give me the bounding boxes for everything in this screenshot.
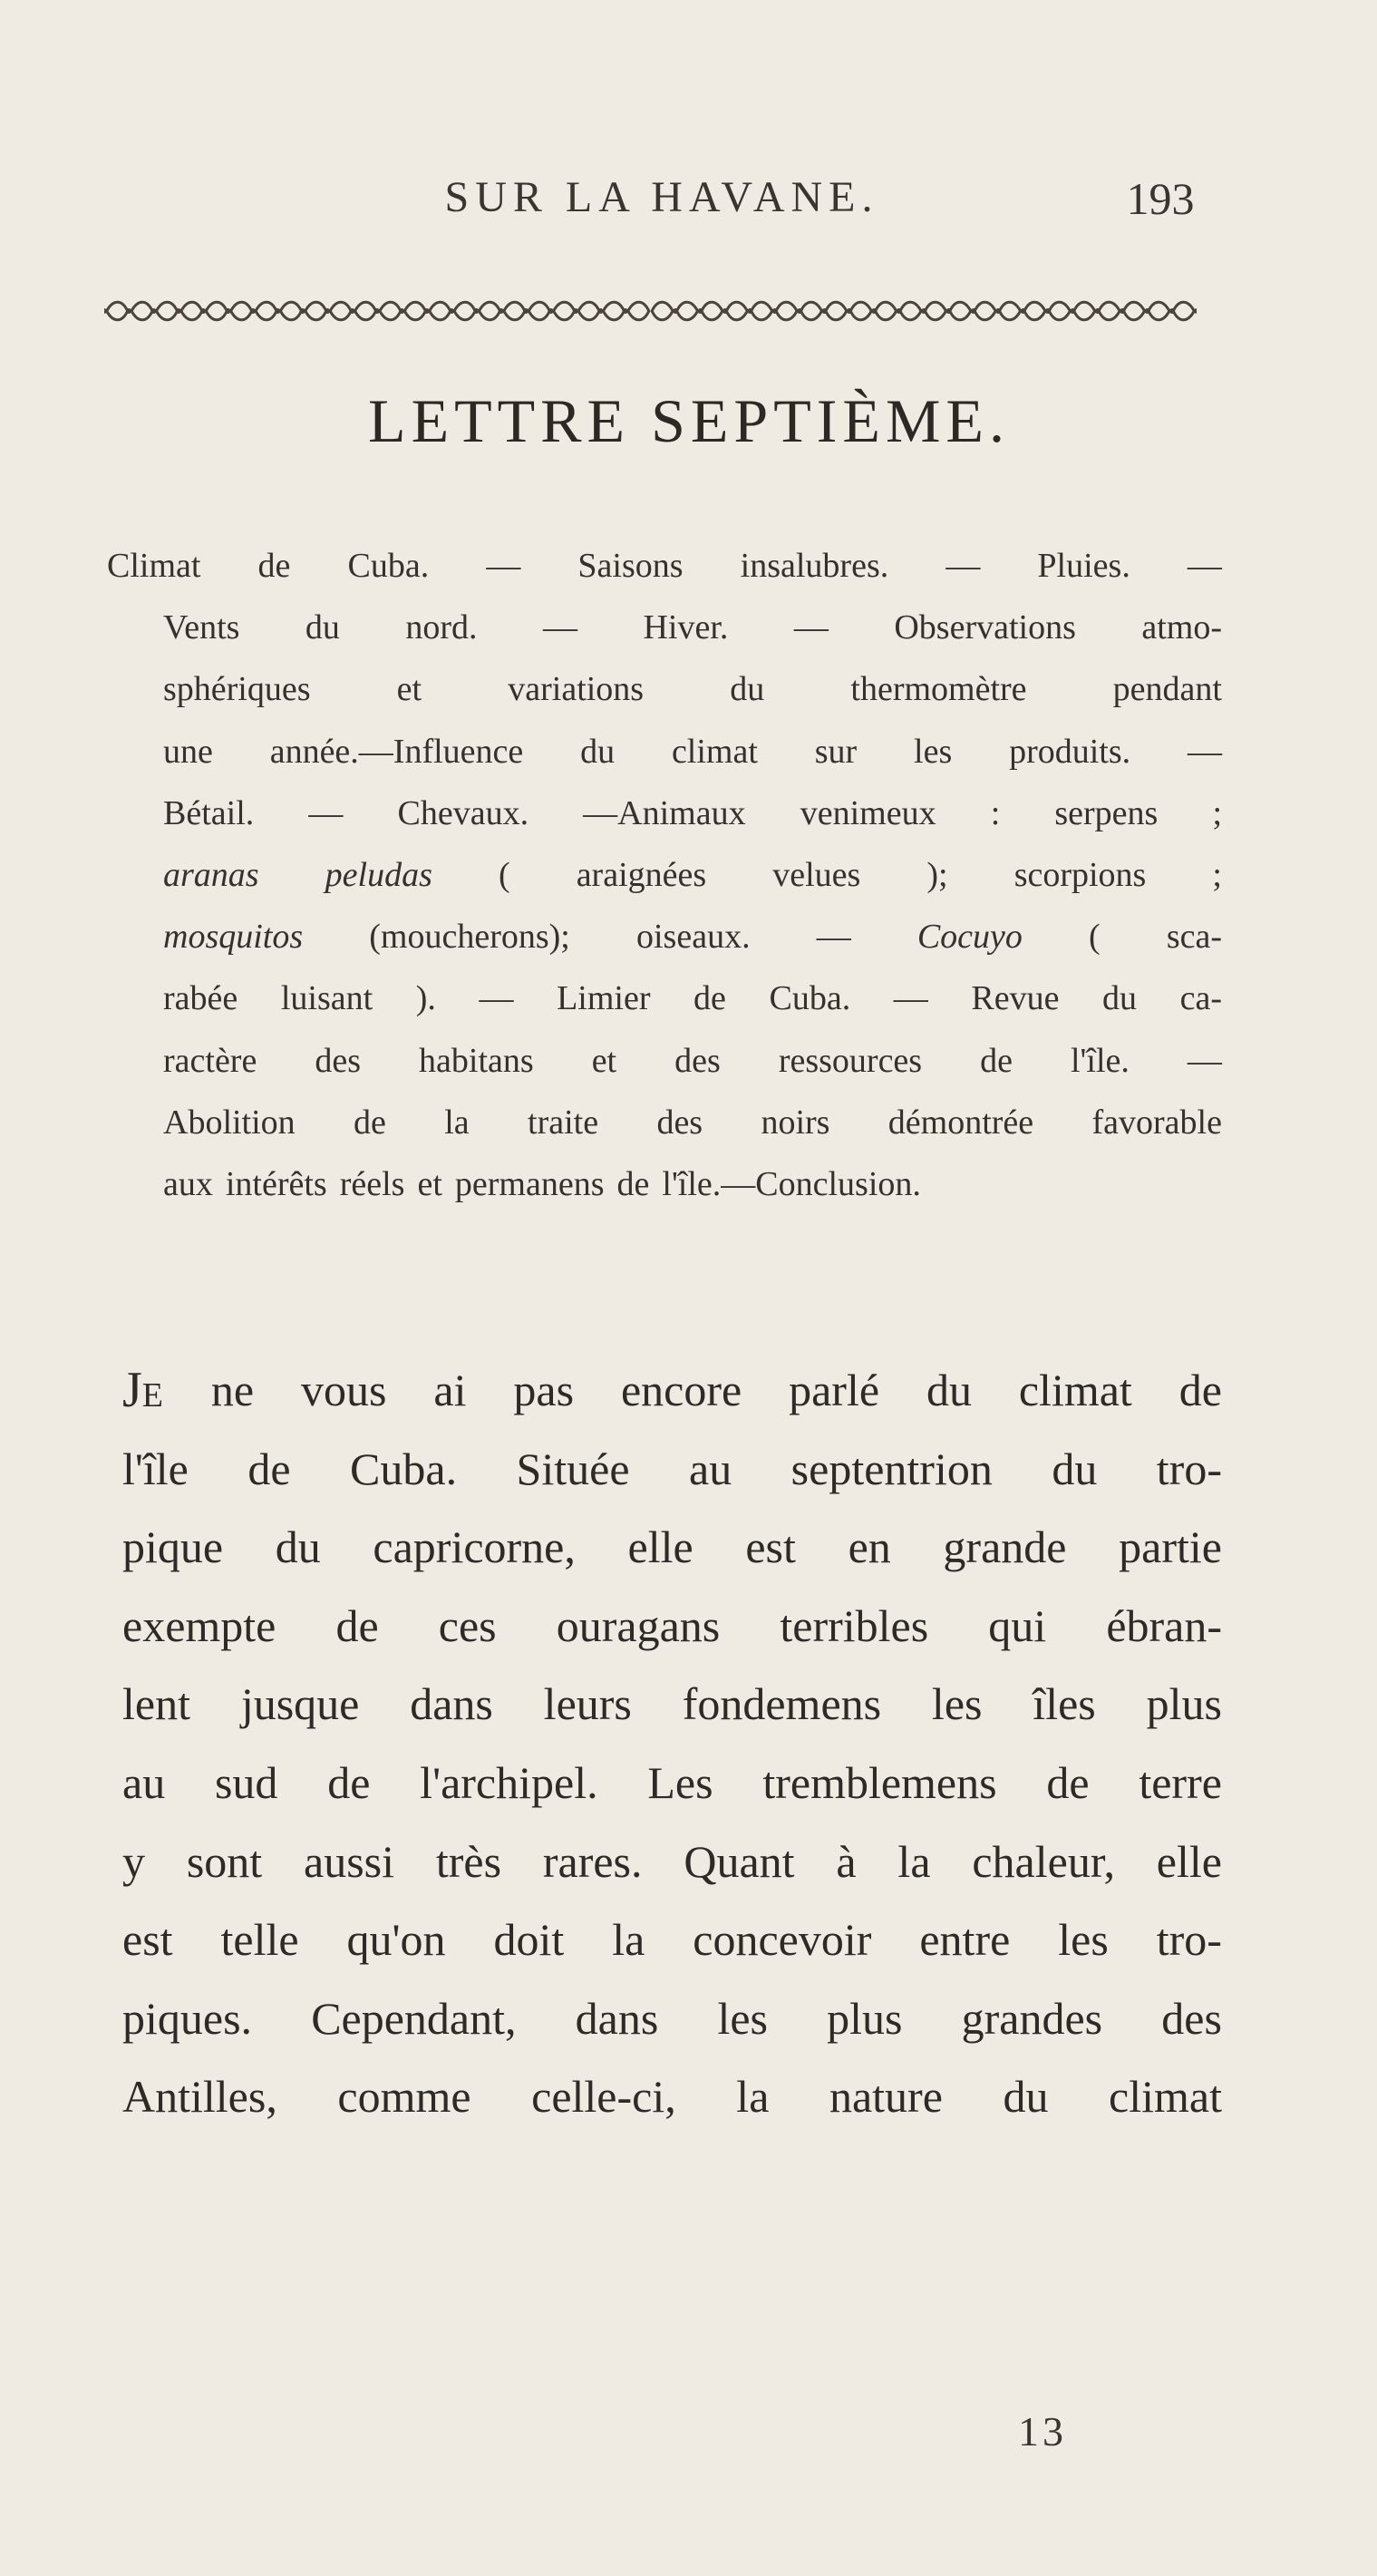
chain-link xyxy=(578,302,599,320)
body-word: lent xyxy=(122,1678,190,1730)
body-line xyxy=(122,1823,1222,1901)
summary-word: ca- xyxy=(1179,979,1222,1018)
summary-word: du xyxy=(580,732,616,771)
chain-link xyxy=(1000,302,1021,320)
summary-word: des xyxy=(674,1041,721,1080)
body-word: grandes xyxy=(961,1992,1103,2044)
body-word: au xyxy=(122,1756,166,1808)
summary-word: — xyxy=(816,918,851,957)
body-word: Située xyxy=(516,1443,630,1494)
chain-link xyxy=(826,302,847,320)
body-word: au xyxy=(689,1443,732,1494)
summary-line xyxy=(163,658,1222,720)
body-line xyxy=(122,1900,1222,1979)
chain-dot xyxy=(449,308,454,314)
summary-word: — xyxy=(479,979,514,1018)
chain-link xyxy=(726,302,747,320)
summary-word: Limier xyxy=(557,979,651,1018)
body-word: nature xyxy=(829,2071,943,2123)
running-title: SUR LA HAVANE. xyxy=(444,173,879,221)
body-word: vous xyxy=(301,1365,387,1415)
body-word: Quant xyxy=(684,1835,795,1887)
chain-dot xyxy=(250,308,256,314)
summary-word: de xyxy=(693,979,726,1018)
summary-word: velues xyxy=(772,855,861,894)
summary-word: et xyxy=(417,1164,442,1203)
chain-link xyxy=(528,302,549,320)
body-word: entre xyxy=(919,1914,1011,1966)
body-word: de xyxy=(1178,1365,1222,1415)
chain-link xyxy=(156,302,177,320)
chain-link xyxy=(206,302,227,320)
body-word: plus xyxy=(827,1992,903,2044)
summary-word: du xyxy=(730,670,765,709)
summary-word: nord. xyxy=(405,608,478,647)
summary-word: aux xyxy=(163,1164,213,1203)
chain-link xyxy=(380,302,401,320)
summary-word: Chevaux. xyxy=(397,793,529,832)
summary-word: ); xyxy=(926,855,948,894)
summary-word: Hiver. xyxy=(643,608,729,647)
body-word: grande xyxy=(943,1521,1067,1573)
body-word: ai xyxy=(433,1365,467,1415)
body-word: piques. xyxy=(122,1992,253,2044)
chain-dot xyxy=(399,308,404,314)
body-word: capricorne, xyxy=(373,1521,576,1573)
body-line xyxy=(122,1744,1222,1823)
summary-word: et xyxy=(396,670,422,709)
summary-word: intérêts xyxy=(225,1164,327,1203)
summary-word: du xyxy=(305,608,340,647)
chain-link xyxy=(305,302,326,320)
summary-word: Climat xyxy=(107,547,201,585)
summary-word: et xyxy=(591,1041,617,1080)
summary-word: une xyxy=(163,732,213,771)
summary-word: Revue xyxy=(971,979,1060,1018)
chain-dot xyxy=(374,308,380,314)
chain-link xyxy=(652,302,673,320)
chain-link xyxy=(1024,302,1045,320)
body-word: qui xyxy=(988,1599,1047,1651)
chain-link xyxy=(925,302,945,320)
body-word: des xyxy=(1161,1992,1222,2044)
summary-line xyxy=(163,1030,1222,1092)
body-word: l'archipel. xyxy=(420,1756,598,1808)
body-word: Cuba. xyxy=(350,1443,458,1494)
body-line xyxy=(122,1351,1222,1430)
chain-link xyxy=(131,302,152,320)
summary-word: insalubres. xyxy=(740,547,889,585)
chain-dot xyxy=(200,308,206,314)
chain-dot xyxy=(176,308,181,314)
initial-small-caps: E xyxy=(141,1376,165,1414)
summary-word: du xyxy=(1102,979,1138,1018)
chain-link xyxy=(603,302,624,320)
body-word: plus xyxy=(1146,1678,1222,1730)
body-word: Les xyxy=(647,1756,713,1808)
body-word: y xyxy=(122,1835,145,1887)
body-word: climat xyxy=(1018,1365,1132,1415)
summary-word: — xyxy=(1187,547,1222,585)
body-word: de xyxy=(1046,1756,1090,1808)
chain-dot xyxy=(350,308,355,314)
drop-initial xyxy=(122,1351,164,1430)
summary-word: permanens xyxy=(454,1164,605,1203)
chain-link xyxy=(256,302,276,320)
chain-link xyxy=(1173,302,1194,320)
summary-word: Cocuyo xyxy=(916,918,1023,957)
summary-line xyxy=(163,844,1222,906)
body-word: jusque xyxy=(240,1678,360,1730)
body-word: la xyxy=(612,1914,645,1966)
summary-word: climat xyxy=(671,732,758,771)
chain-link xyxy=(504,302,525,320)
summary-word: Abolition xyxy=(163,1103,296,1142)
body-text xyxy=(122,1351,1222,2136)
chain-link xyxy=(876,302,897,320)
chain-dot xyxy=(150,308,156,314)
summary-line xyxy=(163,1153,1222,1215)
summary-word: thermomètre xyxy=(850,670,1027,709)
chain-dot xyxy=(623,308,628,314)
summary-word: Observations xyxy=(894,608,1076,647)
chain-link xyxy=(479,302,499,320)
chain-link xyxy=(628,302,649,320)
chain-link xyxy=(850,302,871,320)
summary-word: —Animaux xyxy=(583,793,746,832)
body-word: terre xyxy=(1139,1756,1222,1808)
summary-line xyxy=(163,1092,1222,1153)
summary-word: sur xyxy=(814,732,858,771)
body-word: la xyxy=(736,2071,770,2123)
summary-word: ( xyxy=(498,855,510,894)
chain-link xyxy=(752,302,772,320)
summary-word: : xyxy=(990,793,1001,832)
chain-link xyxy=(677,302,698,320)
chain-link xyxy=(702,302,722,320)
summary-word: aranas xyxy=(163,855,259,894)
summary-word: sca- xyxy=(1166,918,1222,957)
body-word: fondemens xyxy=(682,1678,882,1730)
body-word: du xyxy=(926,1365,972,1415)
chain-dot xyxy=(499,308,504,314)
summary-word: les xyxy=(914,732,953,771)
body-word: l'île xyxy=(122,1443,189,1494)
decorative-chain-border-icon xyxy=(104,288,1197,334)
chain-dot xyxy=(597,308,603,314)
body-word: chaleur, xyxy=(972,1835,1115,1887)
summary-word: — xyxy=(945,547,981,585)
chain-dot xyxy=(126,308,131,314)
page-number: 193 xyxy=(1126,173,1195,224)
chain-link xyxy=(1124,302,1145,320)
summary-line xyxy=(163,721,1222,783)
body-word: pas xyxy=(513,1365,575,1415)
body-line xyxy=(122,1665,1222,1744)
chain-link xyxy=(231,302,252,320)
body-line xyxy=(122,2057,1222,2136)
summary-word: ). xyxy=(415,979,436,1018)
summary-word: Cuba. xyxy=(347,547,430,585)
body-word: elle xyxy=(627,1521,693,1573)
summary-word: ressources xyxy=(778,1041,923,1080)
summary-word: habitans xyxy=(419,1041,534,1080)
summary-word: araignées xyxy=(576,855,707,894)
chain-dot xyxy=(325,308,330,314)
body-word: est xyxy=(122,1914,173,1966)
summary-word: ractère xyxy=(163,1041,257,1080)
summary-word: rabée xyxy=(163,979,238,1018)
body-word: îles xyxy=(1033,1678,1096,1730)
summary-word: des xyxy=(656,1103,703,1142)
summary-word: (moucherons); xyxy=(369,918,570,957)
summary-word: démontrée xyxy=(887,1103,1034,1142)
body-word: celle-ci, xyxy=(531,2071,676,2123)
summary-word: — xyxy=(1187,732,1222,771)
body-line xyxy=(122,1979,1222,2058)
chain-link xyxy=(554,302,575,320)
body-line xyxy=(122,1508,1222,1587)
summary-word: — xyxy=(893,979,928,1018)
body-word: tro- xyxy=(1156,1443,1222,1494)
body-word: les xyxy=(931,1678,983,1730)
body-word: ébran- xyxy=(1106,1599,1222,1651)
chain-dot xyxy=(573,308,578,314)
summary-word: luisant xyxy=(280,979,373,1018)
body-word: est xyxy=(745,1521,796,1573)
summary-word: l'île. xyxy=(1071,1041,1130,1080)
body-word: rares. xyxy=(542,1835,643,1887)
chain-link xyxy=(355,302,376,320)
body-word: sud xyxy=(214,1756,278,1808)
summary-word: Bétail. xyxy=(163,793,255,832)
body-word: de xyxy=(335,1599,379,1651)
body-word: en xyxy=(848,1521,891,1573)
body-word: à xyxy=(836,1835,857,1887)
summary-word: mosquitos xyxy=(163,918,304,957)
body-word: encore xyxy=(620,1365,742,1415)
chain-link xyxy=(1099,302,1120,320)
initial-letter: J xyxy=(122,1362,142,1418)
summary-word: noirs xyxy=(761,1103,830,1142)
summary-word: pendant xyxy=(1112,670,1222,709)
body-word: très xyxy=(435,1835,502,1887)
body-word: telle xyxy=(220,1914,299,1966)
body-word: Antilles, xyxy=(122,2071,277,2123)
body-word: parlé xyxy=(789,1365,880,1415)
chain-dot xyxy=(424,308,430,314)
summary-line xyxy=(163,906,1222,967)
summary-word: ( xyxy=(1089,918,1101,957)
body-word: ouragans xyxy=(556,1599,721,1651)
summary-line xyxy=(163,967,1222,1029)
summary-word: — xyxy=(1187,1041,1222,1080)
summary-word: année.—Influence xyxy=(269,732,524,771)
chain-link xyxy=(950,302,971,320)
body-word: septentrion xyxy=(790,1443,993,1494)
summary-word: ; xyxy=(1212,855,1222,894)
chapter-summary xyxy=(107,535,1222,1215)
chain-link xyxy=(107,302,128,320)
body-word: la xyxy=(897,1835,931,1887)
chain-link xyxy=(280,302,301,320)
body-word: pique xyxy=(122,1521,224,1573)
chain-dot xyxy=(523,308,528,314)
body-word: dans xyxy=(410,1678,493,1730)
summary-word: favorable xyxy=(1091,1103,1222,1142)
signature-mark: 13 xyxy=(1018,2408,1067,2454)
body-word: exempte xyxy=(122,1599,276,1651)
summary-word: oiseaux. xyxy=(636,918,751,957)
summary-word: variations xyxy=(508,670,645,709)
chain-link xyxy=(181,302,202,320)
chain-link xyxy=(1074,302,1095,320)
body-word: elle xyxy=(1156,1835,1222,1887)
summary-word: Cuba. xyxy=(769,979,851,1018)
body-word: climat xyxy=(1109,2071,1222,2123)
summary-word: ; xyxy=(1212,793,1222,832)
summary-word: traite xyxy=(528,1103,599,1142)
chapter-title: LETTRE SEPTIÈME. xyxy=(368,386,1010,455)
body-word: comme xyxy=(337,2071,471,2123)
chain-link xyxy=(430,302,451,320)
chain-dot xyxy=(473,308,479,314)
body-word: doit xyxy=(493,1914,565,1966)
body-word: tremblemens xyxy=(762,1756,997,1808)
chain-link xyxy=(900,302,921,320)
summary-line xyxy=(163,783,1222,844)
summary-word: — xyxy=(543,608,578,647)
summary-line xyxy=(163,597,1222,658)
summary-word: l'île.—Conclusion. xyxy=(662,1164,921,1203)
summary-word: Vents xyxy=(163,608,240,647)
body-word: ne xyxy=(210,1365,255,1415)
body-word: tro- xyxy=(1156,1914,1222,1966)
body-word: les xyxy=(1058,1914,1109,1966)
summary-word: de xyxy=(354,1103,386,1142)
chain-link xyxy=(404,302,425,320)
summary-word: — xyxy=(308,793,344,832)
body-word: qu'on xyxy=(346,1914,446,1966)
chain-link xyxy=(1049,302,1070,320)
summary-word: réels xyxy=(339,1164,405,1203)
summary-word: la xyxy=(444,1103,470,1142)
chain-link xyxy=(801,302,822,320)
summary-word: — xyxy=(793,608,829,647)
chain-link xyxy=(454,302,475,320)
body-word: terribles xyxy=(780,1599,929,1651)
summary-word: serpens xyxy=(1054,793,1159,832)
body-word: Cependant, xyxy=(311,1992,517,2044)
chain-dot xyxy=(226,308,231,314)
summary-word: scorpions xyxy=(1013,855,1147,894)
chain-dot xyxy=(275,308,280,314)
summary-word: — xyxy=(486,547,521,585)
chain-link xyxy=(975,302,995,320)
summary-word: peludas xyxy=(325,855,432,894)
chain-dot xyxy=(548,308,554,314)
chain-link xyxy=(1149,302,1169,320)
summary-word: venimeux xyxy=(800,793,936,832)
body-line xyxy=(122,1587,1222,1666)
chain-link xyxy=(330,302,351,320)
summary-word: de xyxy=(257,547,291,585)
summary-word: atmo- xyxy=(1141,608,1222,647)
body-word: les xyxy=(717,1992,768,2044)
summary-word: Saisons xyxy=(577,547,684,585)
body-word: sont xyxy=(186,1835,263,1887)
chain-link xyxy=(776,302,797,320)
body-word: ces xyxy=(438,1599,497,1651)
summary-word: de xyxy=(980,1041,1013,1080)
body-word: partie xyxy=(1119,1521,1222,1573)
body-word: concevoir xyxy=(693,1914,872,1966)
body-word: de xyxy=(247,1443,291,1494)
summary-word: des xyxy=(315,1041,362,1080)
body-line xyxy=(122,1430,1222,1509)
summary-word: Pluies. xyxy=(1037,547,1130,585)
body-word: leurs xyxy=(543,1678,632,1730)
body-word: du xyxy=(275,1521,321,1573)
body-word: du xyxy=(1003,2071,1049,2123)
body-word: de xyxy=(327,1756,371,1808)
summary-line xyxy=(107,535,1222,597)
summary-word: de xyxy=(616,1164,650,1203)
body-word: aussi xyxy=(304,1835,395,1887)
summary-word: produits. xyxy=(1009,732,1131,771)
chain-dot xyxy=(300,308,305,314)
body-word: du xyxy=(1052,1443,1098,1494)
body-word: dans xyxy=(575,1992,659,2044)
summary-word: sphériques xyxy=(163,670,311,709)
